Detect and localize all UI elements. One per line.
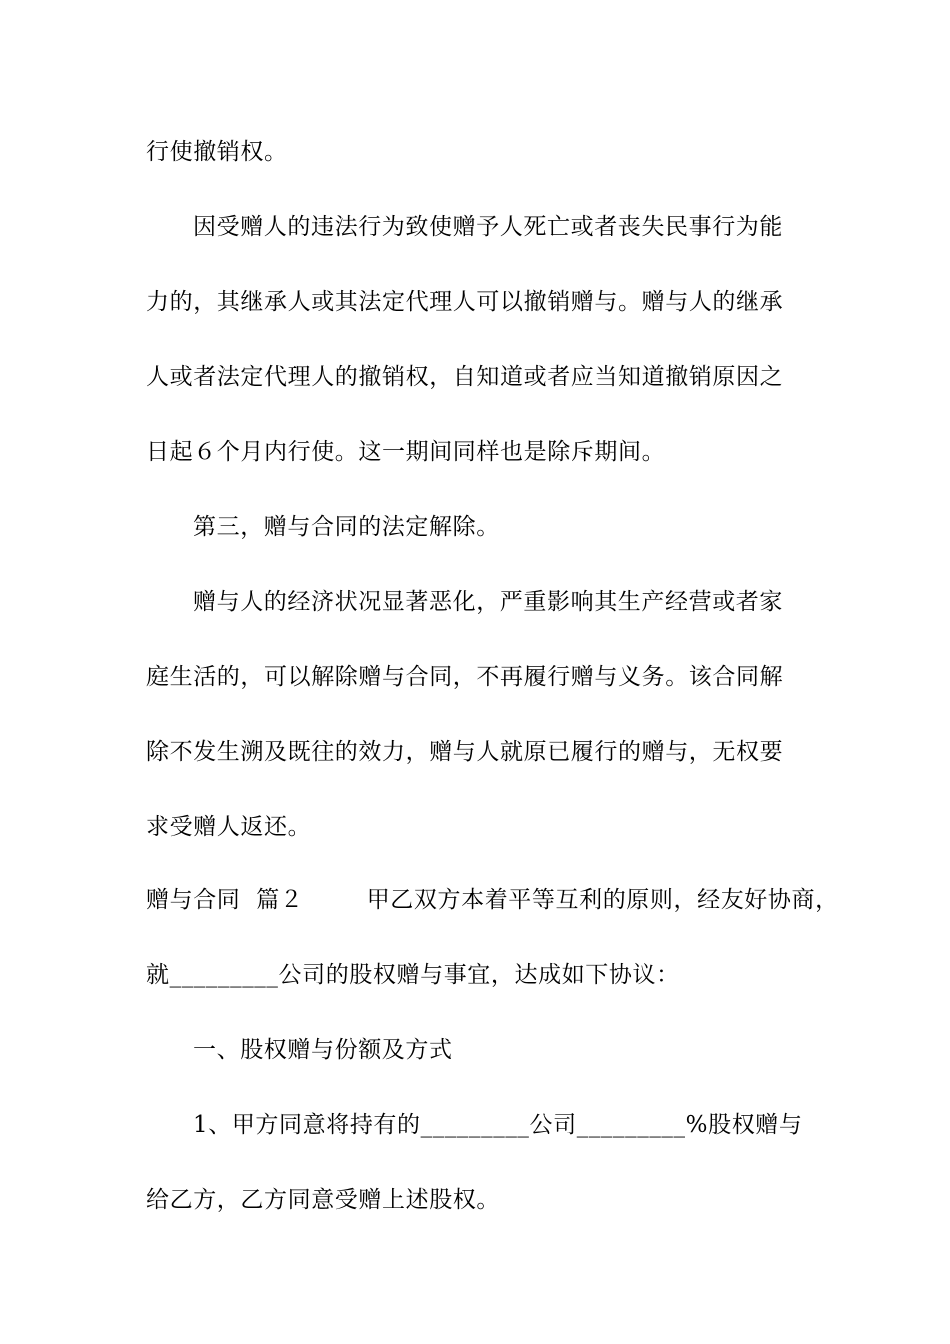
paragraph-line: 人或者法定代理人的撤销权，自知道或者应当知道撤销原因之 <box>146 364 784 390</box>
paragraph-line: 因受赠人的违法行为致使赠予人死亡或者丧失民事行为能 <box>193 214 783 240</box>
paragraph-line: 日起６个月内行使。这一期间同样也是除斥期间。 <box>146 439 666 465</box>
contract-title-line: 赠与合同 篇２ 甲乙双方本着平等互利的原则，经友好协商， <box>146 887 839 913</box>
paragraph-line: 求受赠人返还。 <box>146 814 312 840</box>
paragraph-line: 行使撤销权。 <box>146 139 288 165</box>
section-heading: 一、股权赠与份额及方式 <box>193 1037 453 1063</box>
clause-line: 给乙方，乙方同意受赠上述股权。 <box>146 1187 500 1213</box>
paragraph-line: 除不发生溯及既往的效力，赠与人就原已履行的赠与，无权要 <box>146 739 784 765</box>
section-heading: 第三，赠与合同的法定解除。 <box>193 514 500 540</box>
paragraph-line: 力的，其继承人或其法定代理人可以撤销赠与。赠与人的继承 <box>146 289 784 315</box>
clause-line: 1、甲方同意将持有的_________公司_________%股权赠与 <box>193 1112 803 1138</box>
paragraph-line: 赠与人的经济状况显著恶化，严重影响其生产经营或者家 <box>193 589 783 615</box>
paragraph-line: 就_________公司的股权赠与事宜，达成如下协议： <box>146 962 680 988</box>
paragraph-line: 庭生活的，可以解除赠与合同，不再履行赠与义务。该合同解 <box>146 664 784 690</box>
